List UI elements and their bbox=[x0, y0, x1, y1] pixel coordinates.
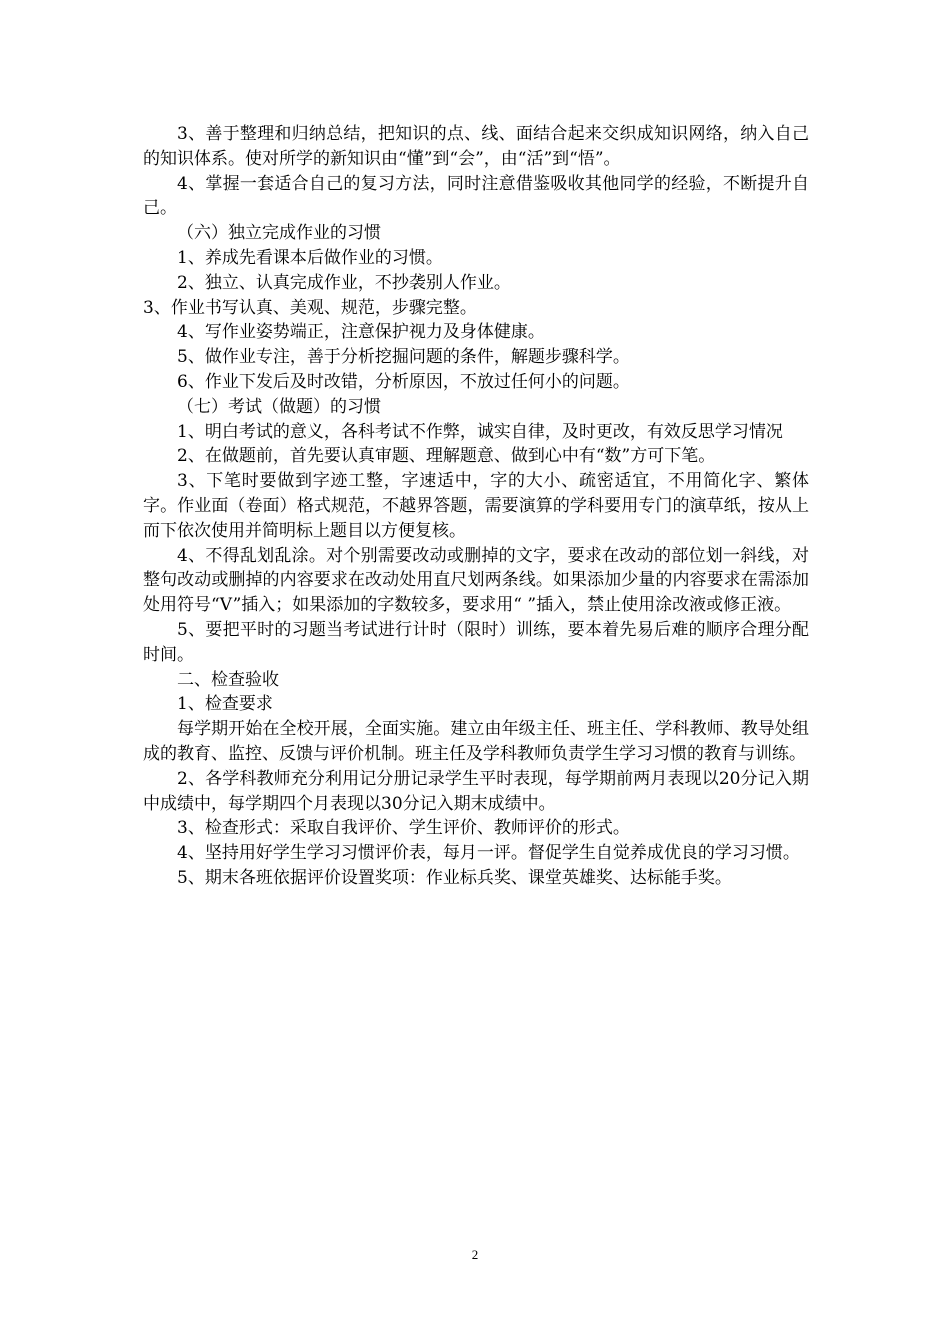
paragraph: 2、各学科教师充分利用记分册记录学生平时表现，每学期前两月表现以20分记入期中成绩中，每学期四个月表现以30分记入期末成绩中。 bbox=[143, 768, 809, 814]
paragraph: 3、检查形式：采取自我评价、学生评价、教师评价的形式。 bbox=[177, 818, 630, 839]
paragraph: 3、作业书写认真、美观、规范，步骤完整。 bbox=[143, 297, 477, 318]
section-heading: 二、检查验收 bbox=[177, 669, 279, 690]
paragraph: 4、掌握一套适合自己的复习方法，同时注意借鉴吸收其他同学的经验，不断提升自己。 bbox=[143, 173, 809, 219]
section-heading: （六）独立完成作业的习惯 bbox=[177, 223, 381, 244]
paragraph: 2、独立、认真完成作业，不抄袭别人作业。 bbox=[177, 272, 511, 293]
paragraph: 3、下笔时要做到字迹工整，字速适中，字的大小、疏密适宜，不用简化字、繁体字。作业面（卷面）格式规范，不越界答题，需要演算的学科要用专门的演草纸，按从上而下依次使用并简明标上题目以方便复核。 bbox=[143, 471, 809, 541]
section-heading: （七）考试（做题）的习惯 bbox=[177, 396, 381, 417]
paragraph: 4、不得乱划乱涂。对个别需要改动或删掉的文字，要求在改动的部位划一斜线，对整句改动或删掉的内容要求在改动处用直尺划两条线。如果添加少量的内容要求在需添加处用符号“V”插入；如果添加的字数较多，要求用“ ”插入，禁止使用涂改液或修正液。 bbox=[143, 545, 809, 616]
paragraph: 每学期开始在全校开展，全面实施。建立由年级主任、班主任、学科教师、教导处组成的教育、监控、反馈与评价机制。班主任及学科教师负责学生学习习惯的教育与训练。 bbox=[143, 719, 809, 764]
paragraph: 2、在做题前，首先要认真审题、理解题意、做到心中有“数”方可下笔。 bbox=[177, 446, 716, 467]
paragraph: 4、坚持用好学生学习习惯评价表，每月一评。督促学生自觉养成优良的学习习惯。 bbox=[177, 843, 800, 864]
subsection-heading: 1、检查要求 bbox=[177, 694, 273, 715]
paragraph: 5、期末各班依据评价设置奖项：作业标兵奖、课堂英雄奖、达标能手奖。 bbox=[177, 867, 732, 888]
paragraph: 1、明白考试的意义，各科考试不作弊，诚实自律，及时更改，有效反思学习情况 bbox=[177, 421, 783, 442]
page-number: 2 bbox=[471, 1247, 479, 1262]
document-body bbox=[143, 122, 809, 891]
paragraph: 1、养成先看课本后做作业的习惯。 bbox=[177, 247, 443, 268]
paragraph: 6、作业下发后及时改错，分析原因，不放过任何小的问题。 bbox=[177, 371, 630, 392]
paragraph: 3、善于整理和归纳总结，把知识的点、线、面结合起来交织成知识网络，纳入自己的知识体系。使对所学的新知识由“懂”到“会”，由“活”到“悟”。 bbox=[143, 124, 809, 169]
paragraph: 5、做作业专注，善于分析挖掘问题的条件，解题步骤科学。 bbox=[177, 347, 630, 368]
paragraph: 5、要把平时的习题当考试进行计时（限时）训练，要本着先易后难的顺序合理分配时间。 bbox=[143, 619, 809, 665]
paragraph: 4、写作业姿势端正，注意保护视力及身体健康。 bbox=[177, 322, 545, 343]
